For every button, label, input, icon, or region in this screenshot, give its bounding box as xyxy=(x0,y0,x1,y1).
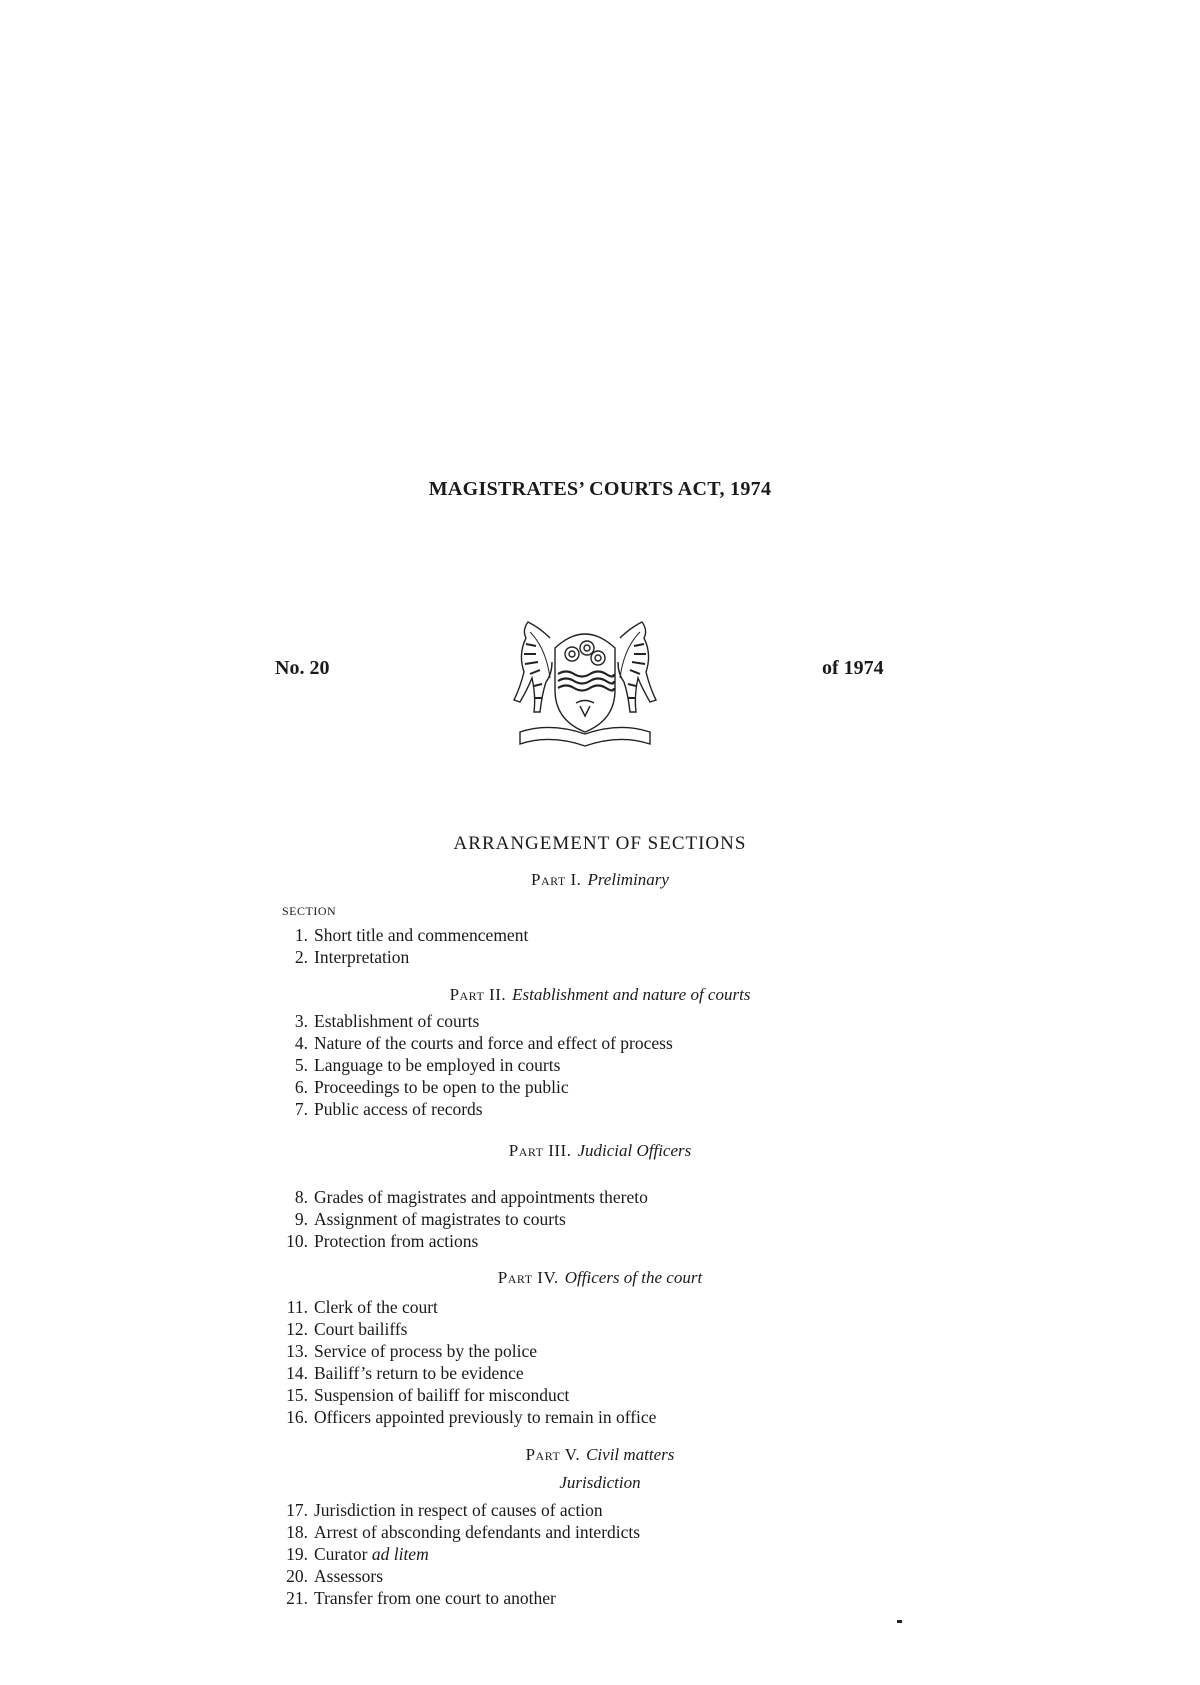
act-year: of 1974 xyxy=(822,657,884,679)
item-number: 7. xyxy=(294,1099,308,1119)
item-number: 2. xyxy=(294,947,308,967)
list-item xyxy=(272,1543,972,1565)
part-label: Part I. xyxy=(531,870,582,889)
list-item xyxy=(272,1076,972,1098)
item-number: 15. xyxy=(286,1385,308,1405)
list-item xyxy=(272,1054,972,1076)
item-text-italic: ad litem xyxy=(371,1544,429,1564)
item-text: Protection from actions xyxy=(314,1231,479,1251)
part-title: Establishment and nature of courts xyxy=(512,985,751,1004)
item-text: Nature of the courts and force and effect of process xyxy=(314,1033,673,1053)
item-number: 12. xyxy=(286,1319,308,1339)
part-label: Part IV. xyxy=(497,1268,559,1287)
list-item xyxy=(272,1208,972,1230)
item-text: Transfer from one court to another xyxy=(314,1588,556,1608)
part-title: Judicial Officers xyxy=(577,1141,692,1160)
item-text: Curator xyxy=(314,1544,368,1564)
item-number: 21. xyxy=(286,1588,308,1608)
part-heading xyxy=(0,1141,1200,1161)
item-number: 11. xyxy=(286,1297,308,1317)
item-number: 1. xyxy=(294,925,308,945)
list-item xyxy=(272,1521,972,1543)
list-item xyxy=(272,1499,972,1521)
item-number: 8. xyxy=(294,1187,308,1207)
list-item xyxy=(272,1406,972,1428)
item-number: 20. xyxy=(286,1566,308,1586)
item-text: Establishment of courts xyxy=(314,1011,480,1031)
item-text: Service of process by the police xyxy=(314,1341,538,1361)
list-item xyxy=(272,1384,972,1406)
list-item xyxy=(272,1186,972,1208)
item-text: Interpretation xyxy=(314,947,410,967)
list-item xyxy=(272,946,972,968)
part-label: Part V. xyxy=(525,1445,581,1464)
part-heading xyxy=(0,1445,1200,1465)
item-number: 17. xyxy=(286,1500,308,1520)
part-heading xyxy=(0,1268,1200,1288)
item-text: Clerk of the court xyxy=(314,1297,438,1317)
item-number: 9. xyxy=(294,1209,308,1229)
item-text: Assessors xyxy=(314,1566,384,1586)
list-item xyxy=(272,1340,972,1362)
coat-of-arms-icon xyxy=(490,608,680,756)
list-item xyxy=(272,1587,972,1609)
list-item xyxy=(272,924,972,946)
part-title: Officers of the court xyxy=(564,1268,703,1287)
item-text: Proceedings to be open to the public xyxy=(314,1077,569,1097)
item-number: 10. xyxy=(286,1231,308,1251)
item-number: 5. xyxy=(294,1055,308,1075)
item-text: Language to be employed in courts xyxy=(314,1055,561,1075)
item-text: Arrest of absconding defendants and interdicts xyxy=(314,1522,641,1542)
part-title: Civil matters xyxy=(586,1445,675,1464)
item-text: Jurisdiction in respect of causes of action xyxy=(314,1500,603,1520)
item-text: Short title and commencement xyxy=(314,925,529,945)
act-number: No. 20 xyxy=(275,657,330,679)
list-item xyxy=(272,1565,972,1587)
part-title: Preliminary xyxy=(587,870,669,889)
part-label: Part II. xyxy=(449,985,507,1004)
item-number: 13. xyxy=(286,1341,308,1361)
item-number: 14. xyxy=(286,1363,308,1383)
act-title: MAGISTRATES’ COURTS ACT, 1974 xyxy=(428,478,772,500)
item-number: 4. xyxy=(294,1033,308,1053)
item-number: 6. xyxy=(294,1077,308,1097)
item-text: Officers appointed previously to remain in office xyxy=(314,1407,657,1427)
item-text: Bailiff’s return to be evidence xyxy=(314,1363,524,1383)
item-text: Grades of magistrates and appointments thereto xyxy=(314,1187,648,1207)
item-number: 3. xyxy=(294,1011,308,1031)
print-mark xyxy=(897,1620,902,1623)
item-number: 18. xyxy=(286,1522,308,1542)
item-text: Court bailiffs xyxy=(314,1319,408,1339)
list-item xyxy=(272,1362,972,1384)
item-text: Suspension of bailiff for misconduct xyxy=(314,1385,570,1405)
list-item xyxy=(272,1098,972,1120)
item-number: 16. xyxy=(286,1407,308,1427)
part-heading xyxy=(0,985,1200,1005)
list-item xyxy=(272,1032,972,1054)
part-heading xyxy=(0,870,1200,890)
section-label: SECTION xyxy=(282,904,337,918)
arrangement-heading: ARRANGEMENT OF SECTIONS xyxy=(453,833,747,854)
sub-heading: Jurisdiction xyxy=(559,1473,641,1492)
list-item xyxy=(272,1296,972,1318)
item-text: Assignment of magistrates to courts xyxy=(314,1209,566,1229)
item-number: 19. xyxy=(286,1544,308,1564)
list-item xyxy=(272,1318,972,1340)
list-item xyxy=(272,1230,972,1252)
item-text: Public access of records xyxy=(314,1099,483,1119)
list-item xyxy=(272,1010,972,1032)
part-label: Part III. xyxy=(508,1141,572,1160)
